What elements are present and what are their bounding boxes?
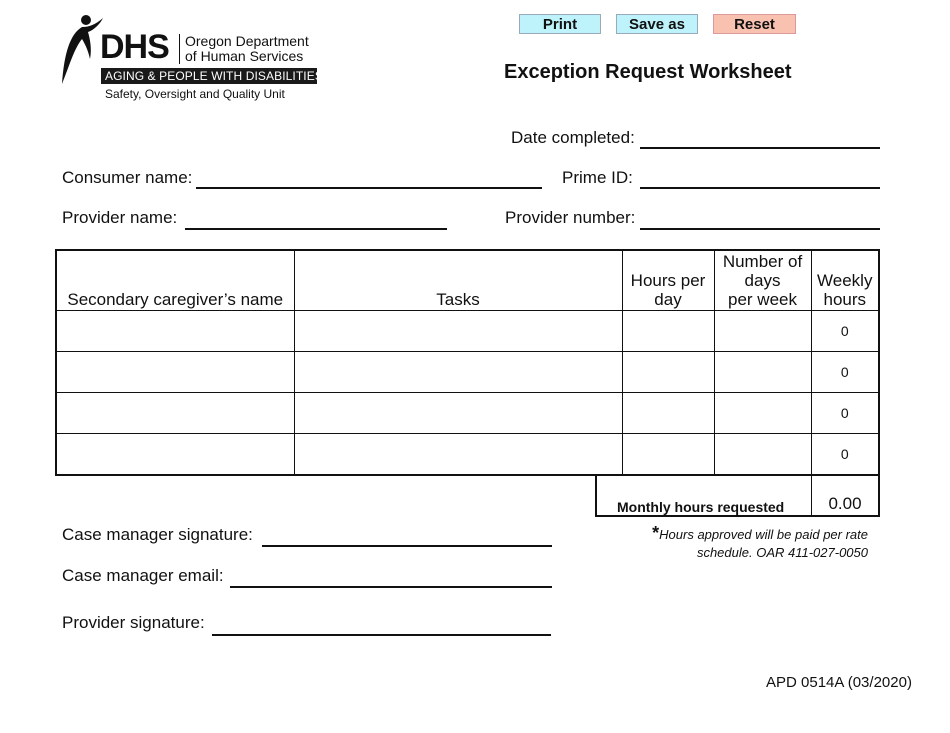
print-button[interactable]: Print (519, 14, 601, 34)
hours-per-day-cell[interactable] (622, 393, 714, 434)
provider-number-field[interactable] (640, 210, 880, 230)
days-per-week-cell[interactable] (714, 434, 811, 476)
days-per-week-cell[interactable] (714, 393, 811, 434)
provider-signature-label: Provider signature: (62, 613, 205, 632)
weekly-hours-cell: 0 (811, 434, 879, 476)
note-asterisk: * (652, 523, 660, 543)
column-header-days-line1: Number of (722, 252, 803, 271)
caregiver-hours-table (55, 249, 880, 476)
consumer-name-field[interactable] (196, 169, 542, 189)
case-manager-email-label: Case manager email: (62, 566, 224, 585)
logo-abbreviation: DHS (100, 28, 169, 66)
case-manager-email-field[interactable] (230, 568, 552, 588)
save-as-button[interactable]: Save as (616, 14, 698, 34)
monthly-hours-value: 0.00 (828, 494, 862, 513)
weekly-hours-cell: 0 (811, 393, 879, 434)
column-header-weekly-hours (811, 250, 879, 311)
form-id: APD 0514A (03/2020) (766, 674, 912, 691)
hours-per-day-cell[interactable] (622, 352, 714, 393)
provider-number-label: Provider number: (505, 208, 636, 227)
column-header-days-line3: per week (728, 290, 797, 309)
logo-org-line2: of Human Services (185, 48, 304, 64)
days-per-week-cell[interactable] (714, 311, 811, 352)
prime-id-field[interactable] (640, 169, 880, 189)
logo-division-bar: AGING & PEOPLE WITH DISABILITIES (101, 68, 317, 84)
days-per-week-cell[interactable] (714, 352, 811, 393)
column-header-hours-line2: day (654, 290, 682, 309)
tasks-cell[interactable] (294, 434, 622, 476)
provider-signature-field[interactable] (212, 616, 551, 636)
column-header-days-per-week (714, 250, 811, 311)
dhs-figure-logo-icon (60, 14, 104, 90)
caregiver-name-cell[interactable] (56, 311, 294, 352)
column-header-weekly-line2: hours (823, 290, 867, 309)
table-row (56, 352, 879, 393)
table-header-row (56, 250, 879, 311)
date-completed-field[interactable] (640, 129, 880, 149)
column-header-days-line2: days (744, 271, 781, 290)
note-line1 (598, 524, 868, 544)
caregiver-name-cell[interactable] (56, 352, 294, 393)
provider-name-field[interactable] (185, 210, 447, 230)
weekly-hours-cell: 0 (811, 311, 879, 352)
case-manager-signature-field[interactable] (262, 527, 552, 547)
logo-unit-name: Safety, Oversight and Quality Unit (105, 87, 285, 101)
table-row (56, 434, 879, 476)
note-text-line1: Hours approved will be paid per rate (659, 527, 868, 542)
column-header-weekly-line1: Weekly (817, 271, 873, 290)
tasks-cell[interactable] (294, 311, 622, 352)
caregiver-name-cell[interactable] (56, 393, 294, 434)
caregiver-name-cell[interactable] (56, 434, 294, 476)
logo-org-line1: Oregon Department (185, 33, 309, 49)
logo-divider (179, 34, 180, 64)
column-header-hours-per-day (622, 250, 714, 311)
hours-per-day-cell[interactable] (622, 311, 714, 352)
tasks-cell[interactable] (294, 352, 622, 393)
tasks-cell[interactable] (294, 393, 622, 434)
table-row (56, 393, 879, 434)
hours-per-day-cell[interactable] (622, 434, 714, 476)
column-header-tasks: Tasks (294, 250, 622, 311)
case-manager-signature-label: Case manager signature: (62, 525, 253, 544)
column-header-hours-line1: Hours per (630, 271, 706, 290)
page-title: Exception Request Worksheet (504, 61, 792, 83)
table-row (56, 311, 879, 352)
rate-schedule-note (598, 524, 868, 562)
logo-org-name (185, 34, 309, 64)
note-text-line2: schedule. OAR 411-027-0050 (696, 545, 868, 560)
prime-id-label: Prime ID: (562, 168, 633, 187)
consumer-name-label: Consumer name: (62, 168, 193, 187)
monthly-hours-label: Monthly hours requested (617, 499, 785, 515)
provider-name-label: Provider name: (62, 208, 178, 227)
reset-button[interactable]: Reset (713, 14, 796, 34)
column-header-caregiver: Secondary caregiver’s name (56, 250, 294, 311)
date-completed-label: Date completed: (511, 128, 635, 147)
weekly-hours-cell: 0 (811, 352, 879, 393)
